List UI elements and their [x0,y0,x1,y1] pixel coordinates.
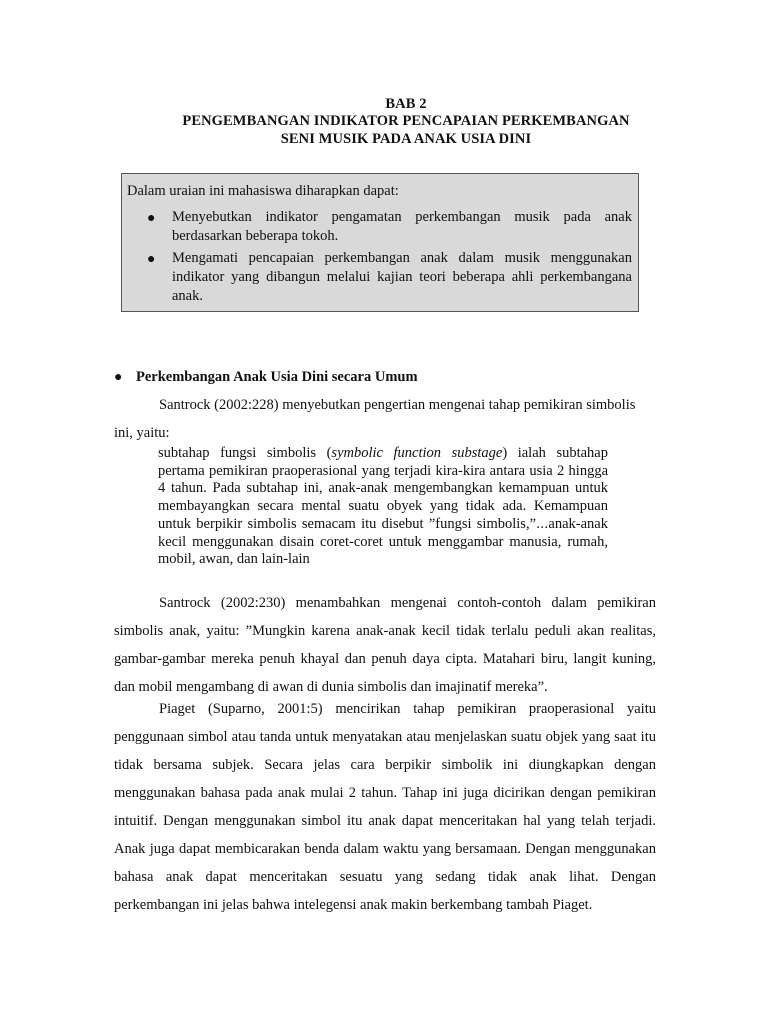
section-heading: Perkembangan Anak Usia Dini secara Umum [136,369,418,385]
paragraph-piaget: Piaget (Suparno, 2001:5) mencirikan tahap pemikiran praoperasional yaitu penggunaan simbol atau tanda untuk menyatakan atau menjelaskan suatu objek yang saat itu tidak bersama subjek. Secara jelas cara berpikir simbolik ini diungkapkan dengan menggunakan bahasa pada anak mulai 2 tahun. Tahap ini juga dicirikan dengan pemikiran intuitif. Dengan menggunakan simbol itu anak dapat menceritakan hal yang telah terjadi. Anak juga dapat membicarakan benda dalam waktu yang bersamaan. Dengan menggunakan bahasa anak dapat menceritakan sesuatu yang sedang tidak anak lihat. Dengan perkembangan ini jelas bahwa intelegensi anak makin berkembang tambah Piaget. [114,701,656,913]
paragraph-santrock-examples: Santrock (2002:230) menambahkan mengenai contoh-contoh dalam pemikiran simbolis anak, yaitu: ”Mungkin karena anak-anak kecil tidak terlalu peduli akan realitas, gambar-gambar mereka penuh khayal dan penuh daya cipta. Matahari biru, langit kuning, dan mobil mengambang di awan di dunia simbolis dan imajinatif mereka”. [114,595,656,695]
objective-item: Mengamati pencapaian perkembangan anak dalam musik menggunakan indikator yang dibangun melalui kajian teori beberapa ahli perkembangana anak. [172,250,632,304]
paragraph-santrock-intro-line-1: Santrock (2002:228) menyebutkan pengertian mengenai tahap pemikiran simbolis [159,397,636,413]
block-quote [158,445,608,569]
chapter-title-line-2: SENI MUSIK PADA ANAK USIA DINI [280,131,532,147]
bullet-icon: ● [114,370,123,385]
quote-italic-term: symbolic function substage [331,445,503,461]
quote-text: anak-anak kecil menggunakan disain coret-coret untuk menggambar manusia, rumah, mobil, awan, dan lain-lain [158,515,608,568]
bullet-icon: ● [147,211,156,226]
quote-text: subtahap fungsi simbolis ( [158,445,332,461]
objectives-intro: Dalam uraian ini mahasiswa diharapkan dapat: [127,183,399,199]
chapter-label: BAB 2 [385,96,427,112]
bullet-icon: ● [147,252,156,267]
objective-item: Menyebutkan indikator pengamatan perkembangan musik pada anak berdasarkan beberapa tokoh. [172,209,632,244]
learning-objectives-box [121,173,639,312]
quote-ellipsis: ... [536,516,549,532]
chapter-title-line-1: PENGEMBANGAN INDIKATOR PENCAPAIAN PERKEMBANGAN [182,113,630,129]
quote-text: ) ialah subtahap pertama pemikiran praoperasional yang terjadi kira-kira antara usia 2 hingga 4 tahun. Pada subtahap ini, anak-anak mengembangkan kemampuan untuk membayangkan secara mental suatu obyek yang tidak ada. Kemampuan untuk berpikir simbolis semacam itu disebut ”fungsi simbolis,” [158,445,608,532]
paragraph-santrock-intro-line-2: ini, yaitu: [114,425,170,441]
